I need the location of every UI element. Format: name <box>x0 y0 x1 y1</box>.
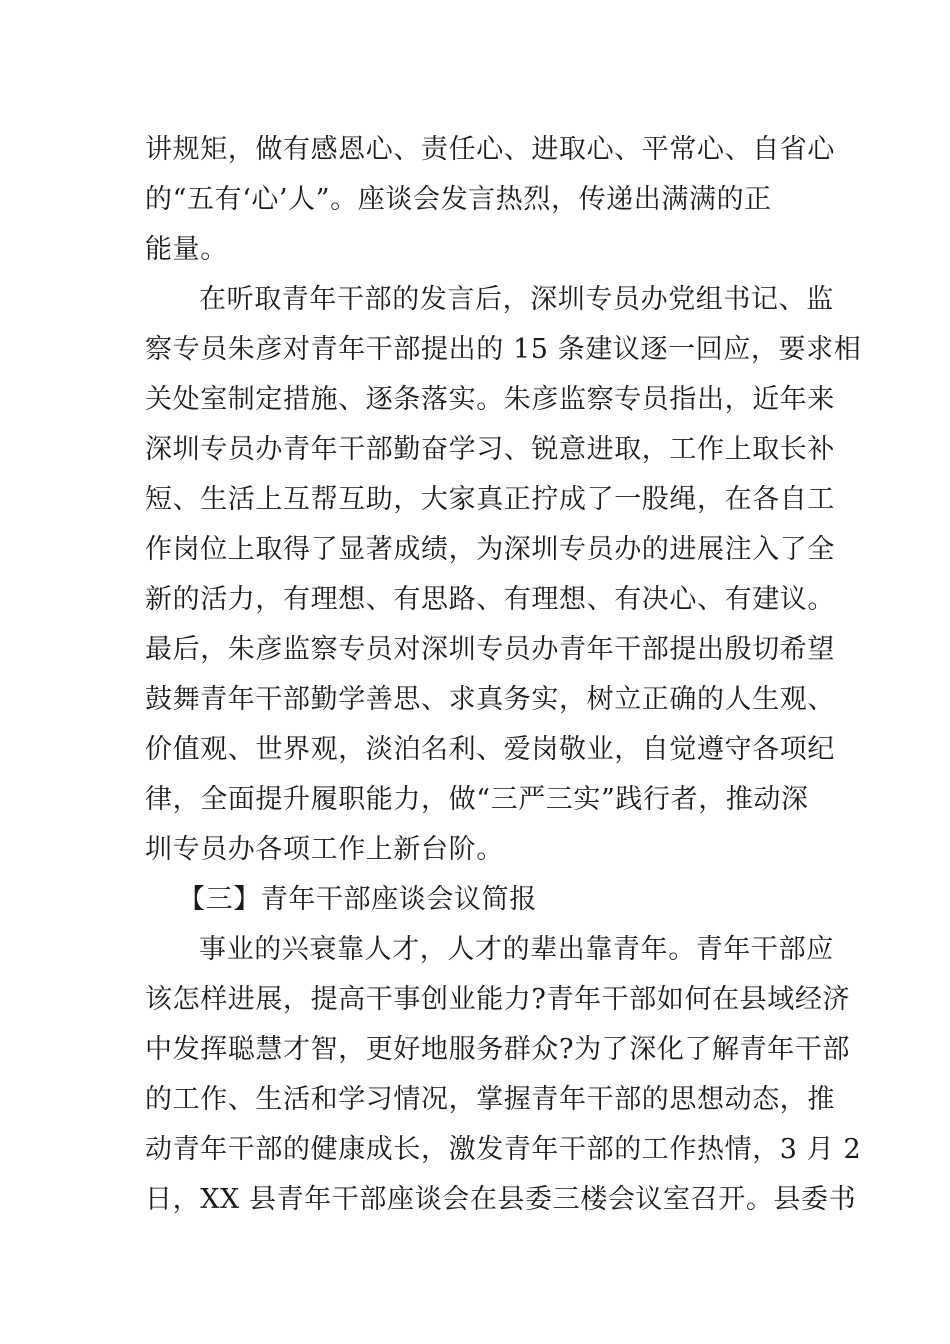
paragraph-line: 鼓舞青年干部勤学善思、求真务实，树立正确的人生观、 <box>145 684 835 715</box>
section-heading: 【三】青年干部座谈会议简报 <box>178 884 537 915</box>
paragraph-line: 作岗位上取得了显著成绩，为深圳专员办的进展注入了全 <box>145 534 835 565</box>
paragraph-line: 短、生活上互帮互助，大家真正拧成了一股绳，在各自工 <box>145 484 835 515</box>
paragraph-line: 讲规矩，做有感恩心、责任心、进取心、平常心、自省心 <box>145 134 835 165</box>
paragraph-line: 的工作、生活和学习情况，掌握青年干部的思想动态，推 <box>145 1084 835 1115</box>
paragraph-line: 的“五有‘心’人”。座谈会发言热烈，传递出满满的正 <box>145 184 772 215</box>
paragraph-line: 能量。 <box>145 234 228 265</box>
paragraph-line: 价值观、世界观，淡泊名利、爱岗敬业，自觉遵守各项纪 <box>145 734 835 765</box>
paragraph-line: 深圳专员办青年干部勤奋学习、锐意进取，工作上取长补 <box>145 434 835 465</box>
paragraph-line: 圳专员办各项工作上新台阶。 <box>145 834 504 865</box>
paragraph-first-line: 事业的兴衰靠人才，人才的辈出靠青年。青年干部应 <box>199 934 834 965</box>
paragraph-line: 关处室制定措施、逐条落实。朱彦监察专员指出，近年来 <box>145 384 835 415</box>
paragraph-line: 新的活力，有理想、有思路、有理想、有决心、有建议。 <box>145 584 835 615</box>
paragraph-line: 动青年干部的健康成长，激发青年干部的工作热情，3 月 2 <box>145 1134 862 1165</box>
paragraph-line: 日，XX 县青年干部座谈会在县委三楼会议室召开。县委书 <box>145 1184 857 1215</box>
paragraph-line: 察专员朱彦对青年干部提出的 15 条建议逐一回应，要求相 <box>145 334 862 365</box>
paragraph-first-line: 在听取青年干部的发言后，深圳专员办党组书记、监 <box>199 284 834 315</box>
paragraph-line: 该怎样进展，提高干事创业能力?青年干部如何在县域经济 <box>145 984 851 1015</box>
paragraph-line: 律，全面提升履职能力，做“三严三实”践行者，推动深 <box>145 784 809 815</box>
paragraph-line: 中发挥聪慧才智，更好地服务群众?为了深化了解青年干部 <box>145 1034 851 1065</box>
paragraph-line: 最后，朱彦监察专员对深圳专员办青年干部提出殷切希望 <box>145 634 835 665</box>
